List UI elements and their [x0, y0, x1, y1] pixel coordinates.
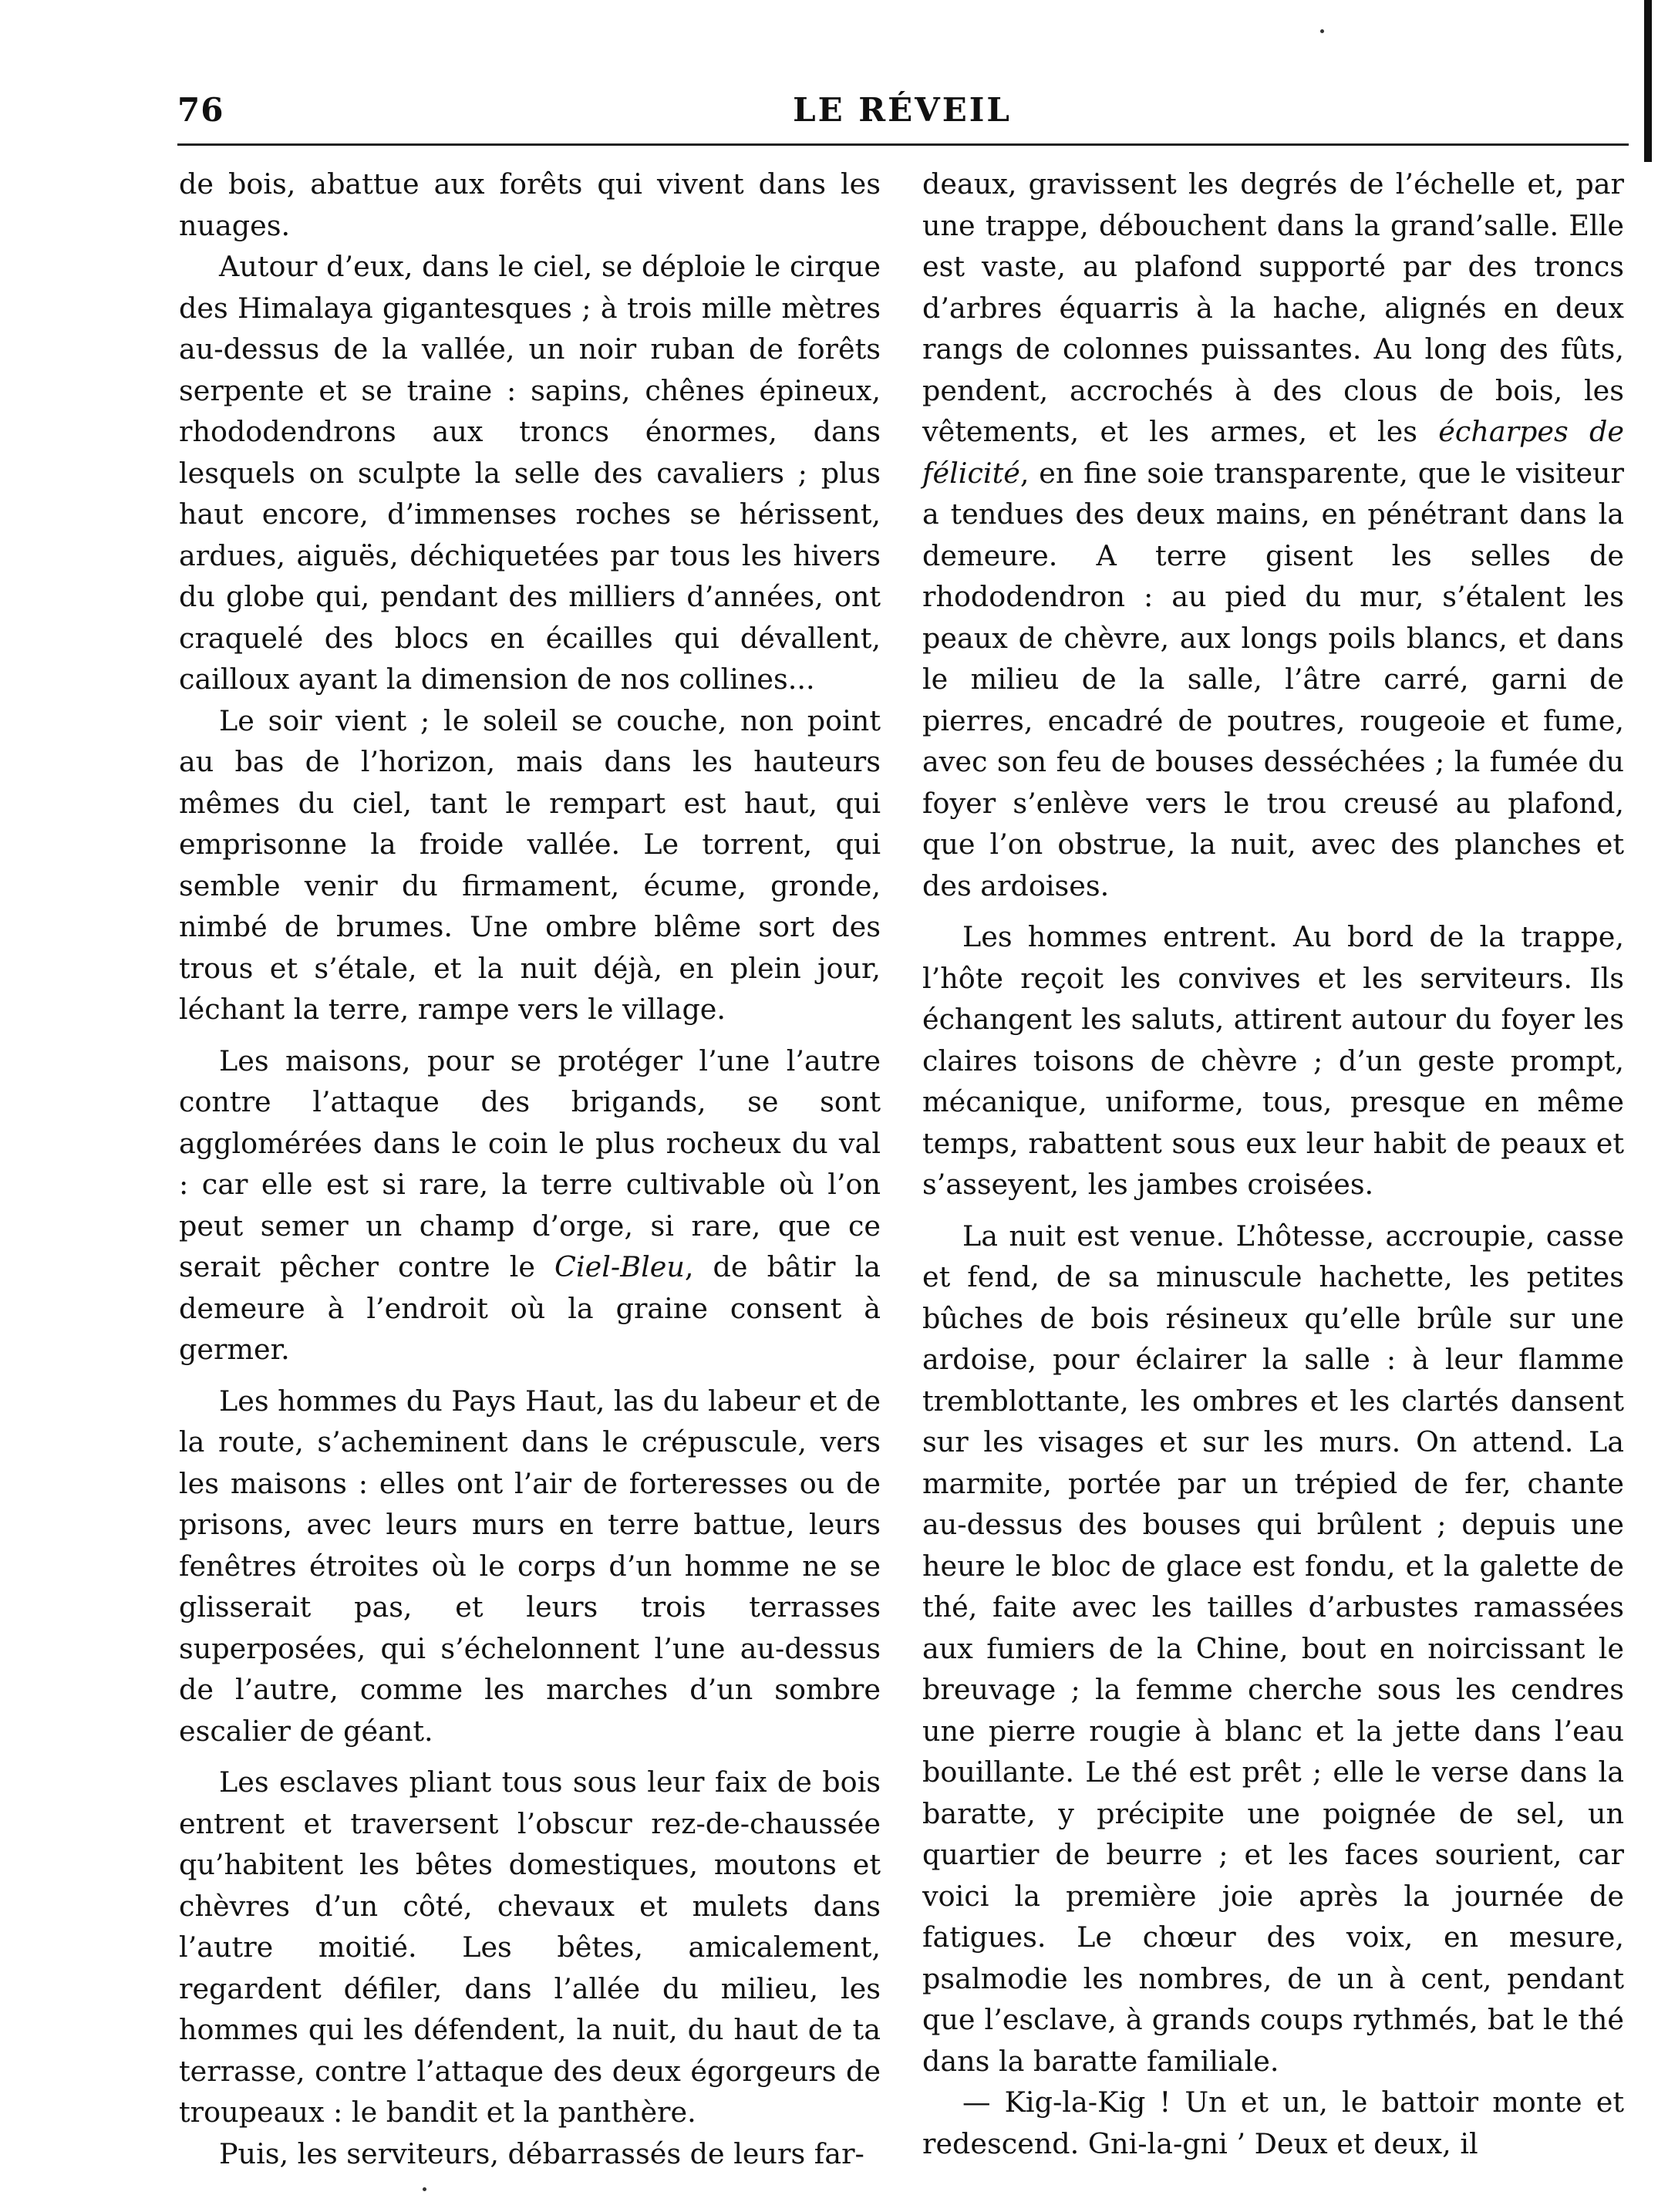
paragraph: La nuit est venue. L’hôtesse, accroupie, casse et fend, de sa minuscule hachette, les petites bûches de bois résineux qu’elle brûle sur une ardoise, pour éclairer la salle : à leur flamme tremblottante, les ombres et les clartés dansent sur les visages et sur les murs. On attend. La marmite, portée par un trépied de fer, chante au-dessus des bouses qui brûlent ; depuis une heure le bloc de glace est fondu, et la galette de thé, faite avec les tailles d’arbustes ramassées aux fumiers de la Chine, bout en noircissant le breuvage ; la femme cherche sous les cendres une pierre rougie à blanc et la jette dans l’eau bouillante. Le thé est prêt ; elle le verse dans la baratte, y précipite une poignée de sel, un quartier de beurre ; et les faces sourient, car voici la première joie après la journée de fatigues. Le chœur des voix, en mesure, psalmodie les nombres, de un à cent, pendant que l’esclave, à grands coups rythmés, bat le thé dans la baratte familiale.	[922, 1219, 1624, 2078]
page-number: 76	[177, 91, 224, 129]
running-title: LE RÉVEIL	[793, 91, 1012, 129]
paragraph-text: , en fine soie transparente, que le visiteur a tendues des deux mains, en pénétrant dans la demeure. A terre gisent les selles de rhododendron : au pied du mur, s’étalent les peaux de chèvre, aux longs poils blancs, et dans le milieu de la salle, l’âtre carré, garni de pierres, encadré de poutres, rougeoie et fume, avec son feu de bouses desséchées ; la fumée du foyer s’enlève vers le trou creusé au plafond, que l’on obstrue, la nuit, avec des planches et des ardoises.	[922, 456, 1624, 902]
paragraph: — Kig-la-Kig ! Un et un, le battoir monte et redescend. Gni-la-gni ’ Deux et deux, il	[922, 2086, 1624, 2160]
paragraph: Les hommes du Pays Haut, las du labeur et de la route, s’acheminent dans le crépuscule, vers les maisons : elles ont l’air de forteresses ou de prisons, avec leurs murs en terre battue, leurs fenêtres étroites où le corps d’un homme ne se glisserait pas, et leurs trois terrasses superposées, qui s’échelonnent l’une au-dessus de l’autre, comme les marches d’un sombre escalier de géant.	[179, 1384, 881, 1748]
page-header	[177, 91, 1627, 137]
right-column	[922, 164, 1624, 2164]
paragraph-text: Les maisons, pour se protéger l’une l’autre contre l’attaque des brigands, se sont agglomérées dans le coin le plus rocheux du val : car elle est si rare, la terre cultivable où l’on peut semer un champ d’orge, si rare, que ce serait pêcher contre le	[179, 1044, 881, 1283]
paragraph-text: , de bâtir la demeure à l’endroit où la graine consent à germer.	[179, 1250, 881, 1366]
paragraph: Autour d’eux, dans le ciel, se déploie le cirque des Himalaya gigantesques ; à trois mille mètres au-dessus de la vallée, un noir ruban de forêts serpente et se traine : sapins, chênes épineux, rhododendrons aux troncs énormes, dans lesquels on sculpte la selle des cavaliers ; plus haut encore, d’immenses roches se hérissent, ardues, aiguës, déchiquetées par tous les hivers du globe qui, pendant des milliers d’années, ont craquelé des blocs en écailles qui dévallent, cailloux ayant la dimension de nos collines...	[179, 250, 881, 696]
left-column	[179, 164, 881, 2174]
italic-term: Ciel-Bleu	[554, 1250, 685, 1283]
paragraph	[922, 164, 1624, 906]
paragraph	[179, 1040, 881, 1371]
paragraph: Les esclaves pliant tous sous leur faix de bois entrent et traversent l’obscur rez-de-chaussée qu’habitent les bêtes domestiques, moutons et chèvres d’un côté, chevaux et mulets dans l’autre moitié. Les bêtes, amicalement, regardent défiler, dans l’allée du milieu, les hommes qui les défendent, la nuit, du haut de ta terrasse, contre l’attaque des deux égorgeurs de troupeaux : le bandit et la panthère.	[179, 1765, 881, 2129]
paragraph-text: deaux, gravissent les degrés de l’échelle et, par une trappe, débouchent dans la grand’salle. Elle est vaste, au plafond supporté par des troncs d’arbres équarris à la hache, alignés en deux rangs de colonnes puissantes. Au long des fûts, pendent, accrochés à des clous de bois, les vêtements, et les armes, et les	[922, 167, 1624, 448]
scan-speck	[423, 2187, 426, 2191]
paragraph: Les hommes entrent. Au bord de la trappe, l’hôte reçoit les convives et les serviteurs. Ils échangent les saluts, attirent autour du foyer les claires toisons de chèvre ; d’un geste prompt, mécanique, uniforme, tous, presque en même temps, rabattent sous eux leur habit de peaux et s’asseyent, les jambes croisées.	[922, 920, 1624, 1201]
scan-speck	[1320, 29, 1324, 33]
paragraph: Le soir vient ; le soleil se couche, non point au bas de l’horizon, mais dans les hauteurs mêmes du ciel, tant le rempart est haut, qui emprisonne la froide vallée. Le torrent, qui semble venir du firmament, écume, gronde, nimbé de brumes. Une ombre blême sort des trous et s’étale, et la nuit déjà, en plein jour, léchant la terre, rampe vers le village.	[179, 703, 881, 1026]
page-edge-bar	[1644, 0, 1652, 162]
header-rule	[177, 143, 1629, 146]
italic-term: écharpes de félicité	[922, 415, 1624, 490]
paragraph: de bois, abattue aux forêts qui vivent dans les nuages.	[179, 167, 881, 242]
paragraph: Puis, les serviteurs, débarrassés de leurs far-	[219, 2136, 864, 2170]
